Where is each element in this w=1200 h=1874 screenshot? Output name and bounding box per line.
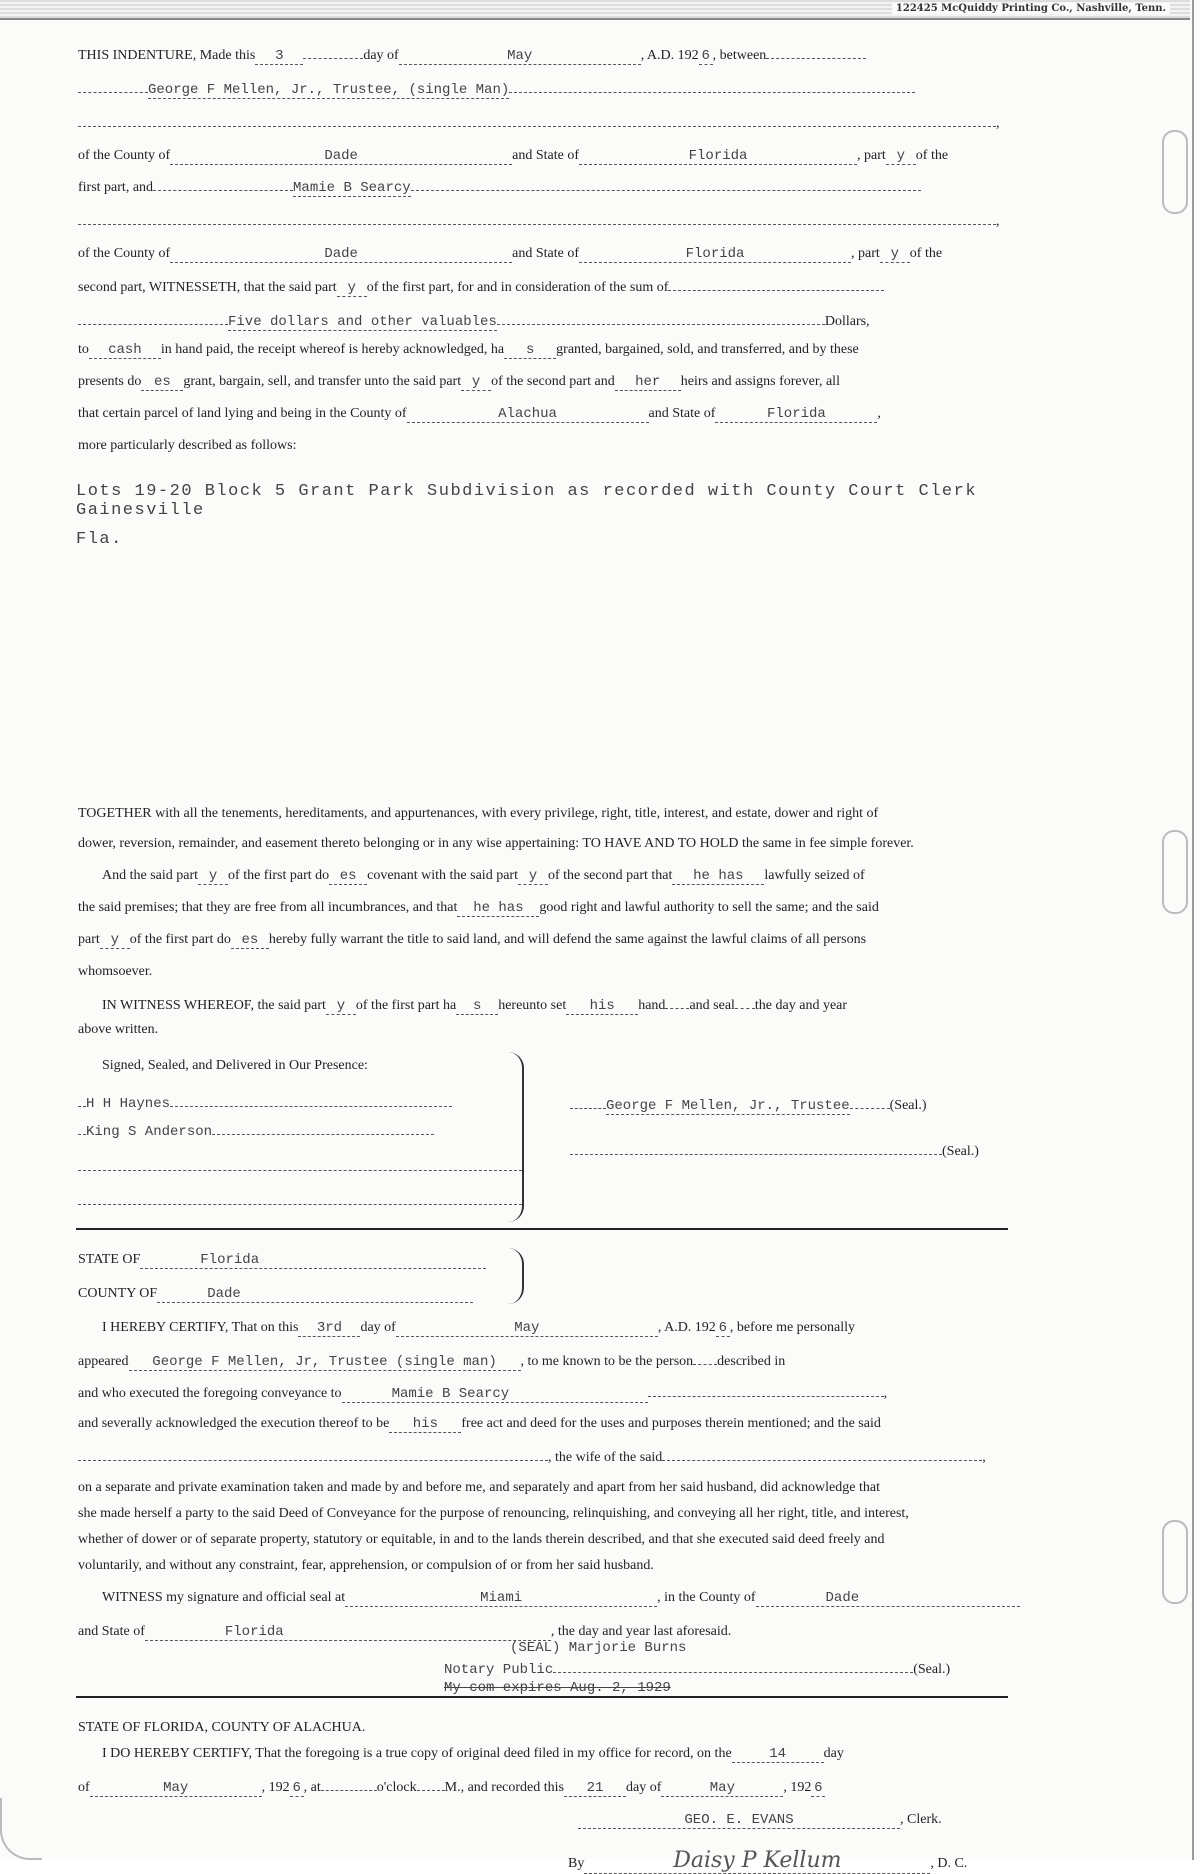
grantor-state: Florida (579, 148, 857, 165)
clerk-name: GEO. E. EVANS (578, 1812, 900, 1829)
notary-city: Miami (345, 1590, 657, 1607)
sum-line: Five dollars and other valuables Dollars, (78, 312, 870, 330)
grantee-state: Florida (579, 246, 851, 263)
section-divider (76, 1228, 1008, 1230)
year-field: 6 (699, 48, 713, 65)
notary-signature: (SEAL) Marjorie Burns (510, 1640, 687, 1656)
ack-county: Dade (157, 1286, 473, 1303)
section-divider (76, 1696, 1008, 1698)
legal-description-line: Fla. (76, 530, 123, 549)
grantor-line (78, 80, 915, 98)
binder-hole (1162, 830, 1188, 914)
grantor-signature: George F Mellen, Jr., Trustee (606, 1098, 850, 1114)
bracket (508, 1248, 524, 1304)
witness-signature: H H Haynes (78, 1094, 452, 1112)
payment-field: cash (89, 342, 161, 359)
land-state: Florida (715, 406, 877, 423)
land-county: Alachua (407, 406, 649, 423)
grantor-county-line: of the County of Dade and State of Florida , part y of the (78, 148, 949, 164)
grantee-line: first part, and Mamie B Searcy (78, 178, 921, 196)
indenture-line: THIS INDENTURE, Made this 3 day of May , A.D. 192 6 , between (78, 46, 866, 65)
deputy-signature: Daisy P Kellum (584, 1848, 930, 1874)
sum-field: Five dollars and other valuables (228, 314, 497, 330)
grantor-signature-line: George F Mellen, Jr., Trustee (Seal.) (570, 1096, 927, 1114)
grantor-county: Dade (170, 148, 512, 165)
page-edge (1192, 0, 1194, 1860)
parcel-line: that certain parcel of land lying and being in the County of Alachua and State of Florida , (78, 406, 881, 422)
grantee-county: Dade (170, 246, 512, 263)
binder-hole (1162, 1520, 1188, 1604)
month-field: May (399, 48, 641, 65)
notary-commission: My com expires Aug. 2, 1929 (444, 1680, 671, 1696)
grantee-name: Mamie B Searcy (293, 180, 411, 196)
deed-page: 122425 McQuiddy Printing Co., Nashville, Tenn. THIS INDENTURE, Made this 3 day of May , A.D. 192 6 , between George F Mellen, Jr., Trustee, (single Man) , of the County of Dade and State of Florida , part y of the first part, and Mamie B Searcy , of the County of Dade and State of Florida , part y of the second part, WITNESSETH, that the said part y of the first part, for and in consideration of the sum of Five dollars and other valuables Dollars, to cash in hand paid, the receipt whereof is hereby acknowledged, ha s granted, bargained, sold, and transferred, and by these presents do es grant, bargain, sell, and transfer unto the said part y of the second part and her heirs and assigns forever, all that certain parcel of land lying and being in the County of Alachua and State of Florida , more particularly described as follows: Lots 19-20 Block 5 Grant Park Subdivision as recorded with County Court Clerk Gainesville Fla. TOGETHER with all the tenements, hereditaments, and appurtenances, with every privilege, right, title, interest, and estate, dower and right of dower, reversion, remainder, and easement thereto belonging or in any wise appertaining: TO HAVE AND TO HOLD the same in fee simple forever. And the said part y of the first part do es covenant with the said part y of the second part that he has lawfully seized of the said premises; that they are free from all incumbrances, and that he has good right and lawful authority to sell the same; and the said part y of the first part do es hereby fully warrant the title to said land, and will defend the same against the lawful claims of all persons whomsoever. IN WITNESS WHEREOF, the said part y of the first part ha s hereunto set his hand and seal the day and year above written. Signed, Sealed, and Delivered in Our Presence: H H Haynes King S Anderson George F Mellen, Jr., Trustee (Seal.) (Seal.) STATE OF Florida COUNTY OF Dade I HEREBY CERTIFY, That on this 3rd day of May , A.D. 192 6 , before me personally appeared George F Mellen, Jr, Trustee (single man) , to me known to be the person described in and who executed the foregoing conveyance to Mamie B Searcy , and severally acknowledged the execution thereof to be his free act and deed for the uses and purposes therein mentioned; and the said , the wife of the said , on a separate and private examination taken and made by and before me, and separately and apart from her said husband, did acknowledge that she made herself a party to the said Deed of Conveyance for the purpose of renouncing, relinquishing, and conveying all her right, title, and interest, whether of dower or of separate property, statutory or equitable, in and to the lands therein described, and that she executed said deed freely and voluntarily, and without any constraint, fear, apprehension, or compulsion of or from her said husband. WITNESS my signature and official seal at Miami , in the County of Dade and State of Florida , the day and year last aforesaid. (SEAL) Marjorie Burns Notary Public (Seal.) My com expires Aug. 2, 1929 STATE OF FLORIDA, COUNTY OF ALACHUA. I DO HEREBY CERTIFY, That the foregoing is a true copy of original deed filed in my office for record, on the 14 day of May , 192 6 , at o'clock M., and recorded this 21 day of May , 192 6 GEO. E. EVANS , Clerk. By Daisy P Kellum , D. C. (0, 0, 1200, 1860)
legal-description-line: Lots 19-20 Block 5 Grant Park Subdivision as recorded with County Court Clerk Gainesville (76, 482, 978, 520)
grantee-county-line: of the County of Dade and State of Florida , part y of the (78, 246, 943, 262)
grantor-name: George F Mellen, Jr., Trustee, (single Man) (148, 82, 510, 98)
page-corner (0, 1798, 42, 1860)
witness-signature: King S Anderson (78, 1122, 434, 1140)
printer-imprint: 122425 McQuiddy Printing Co., Nashville, Tenn. (892, 3, 1170, 14)
bracket (508, 1052, 524, 1222)
binder-hole (1162, 130, 1188, 214)
day-field: 3 (255, 48, 303, 65)
ack-state: Florida (140, 1252, 486, 1269)
